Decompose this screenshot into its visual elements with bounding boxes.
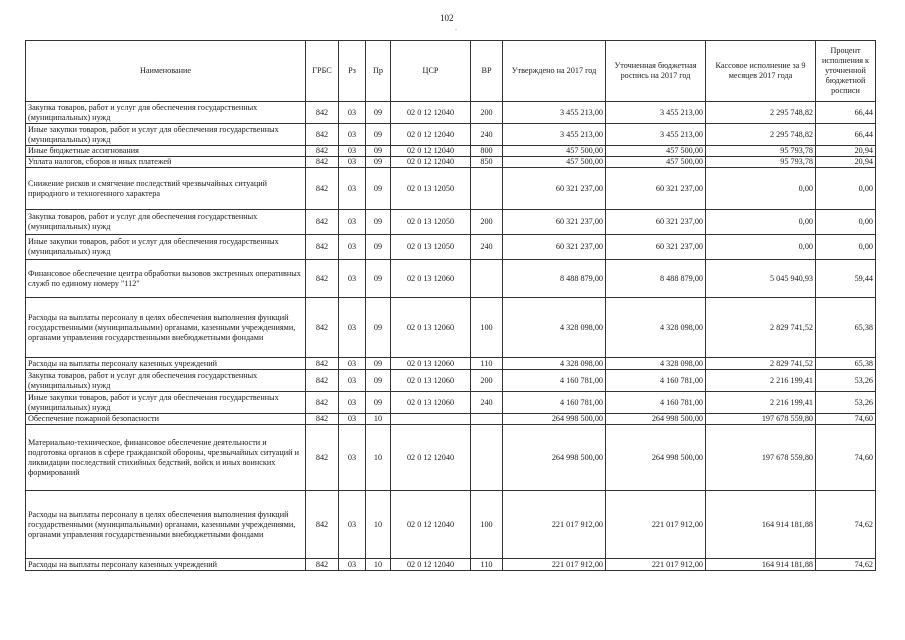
cell-percent: 74,60 [816, 425, 876, 491]
cell-vr: 110 [471, 559, 503, 571]
table-row [26, 491, 876, 559]
cell-grbs: 842 [306, 414, 339, 425]
cell-approved: 457 500,00 [503, 157, 606, 168]
cell-cash: 2 216 199,41 [706, 392, 816, 414]
cell-percent: 74,62 [816, 491, 876, 559]
table-row [26, 260, 876, 298]
cell-approved: 3 455 213,00 [503, 102, 606, 124]
cell-percent: 53,26 [816, 370, 876, 392]
cell-vr: 100 [471, 298, 503, 358]
table-row [26, 102, 876, 124]
col-header-name: Наименование [26, 41, 306, 102]
cell-percent: 66,44 [816, 124, 876, 146]
cell-refined: 4 160 781,00 [606, 370, 706, 392]
cell-csr: 02 0 13 12050 [391, 210, 471, 235]
cell-csr: 02 0 13 12050 [391, 168, 471, 210]
cell-percent: 0,00 [816, 235, 876, 260]
cell-grbs: 842 [306, 157, 339, 168]
cell-grbs: 842 [306, 235, 339, 260]
cell-approved: 60 321 237,00 [503, 210, 606, 235]
cell-name: Закупка товаров, работ и услуг для обеспечения государственных (муниципальных) нужд [26, 370, 306, 392]
cell-pr: 09 [366, 168, 391, 210]
cell-grbs: 842 [306, 102, 339, 124]
cell-refined: 60 321 237,00 [606, 210, 706, 235]
cell-rz: 03 [339, 168, 366, 210]
cell-rz: 03 [339, 102, 366, 124]
cell-pr: 09 [366, 124, 391, 146]
cell-cash: 164 914 181,88 [706, 491, 816, 559]
table-row [26, 298, 876, 358]
cell-pr: 10 [366, 414, 391, 425]
cell-cash: 0,00 [706, 235, 816, 260]
cell-csr: 02 0 13 12060 [391, 358, 471, 370]
table-row [26, 168, 876, 210]
cell-csr: 02 0 12 12040 [391, 425, 471, 491]
cell-grbs: 842 [306, 168, 339, 210]
cell-name: Иные закупки товаров, работ и услуг для обеспечения государственных (муниципальных) нужд [26, 124, 306, 146]
cell-rz: 03 [339, 157, 366, 168]
cell-vr: 200 [471, 102, 503, 124]
table-row [26, 559, 876, 571]
cell-csr: 02 0 12 12040 [391, 491, 471, 559]
cell-percent: 74,62 [816, 559, 876, 571]
cell-vr: 850 [471, 157, 503, 168]
budget-table [25, 40, 876, 571]
table-row [26, 425, 876, 491]
table-row [26, 358, 876, 370]
cell-cash: 95 793,78 [706, 157, 816, 168]
col-header-approved: Утверждено на 2017 год [503, 41, 606, 102]
cell-percent: 59,44 [816, 260, 876, 298]
table-body [26, 102, 876, 571]
cell-pr: 10 [366, 491, 391, 559]
col-header-refined: Уточненная бюджетная роспись на 2017 год [606, 41, 706, 102]
table-row [26, 414, 876, 425]
table-row [26, 392, 876, 414]
cell-name: Материально-техническое, финансовое обеспечение деятельности и подготовка органов в сфере гражданской обороны, чрезвычайных ситуаций и ликвидации последствий стихийных бедствий, войск и иных воинских формирований [26, 425, 306, 491]
cell-grbs: 842 [306, 559, 339, 571]
cell-rz: 03 [339, 491, 366, 559]
cell-approved: 264 998 500,00 [503, 414, 606, 425]
cell-csr: 02 0 12 12040 [391, 124, 471, 146]
cell-rz: 03 [339, 370, 366, 392]
cell-vr [471, 414, 503, 425]
cell-percent: 0,00 [816, 168, 876, 210]
cell-percent: 66,44 [816, 102, 876, 124]
cell-vr: 100 [471, 491, 503, 559]
cell-grbs: 842 [306, 146, 339, 157]
cell-refined: 8 488 879,00 [606, 260, 706, 298]
cell-pr: 09 [366, 235, 391, 260]
cell-percent: 20,94 [816, 157, 876, 168]
cell-refined: 4 328 098,00 [606, 358, 706, 370]
col-header-vr: ВР [471, 41, 503, 102]
cell-grbs: 842 [306, 425, 339, 491]
cell-vr [471, 425, 503, 491]
cell-csr: 02 0 13 12060 [391, 260, 471, 298]
cell-pr: 09 [366, 260, 391, 298]
cell-name: Расходы на выплаты персоналу в целях обеспечения выполнения функций государственными (муниципальными) органами, казенными учреждениями, органами управления государственными внебюджетными фондами [26, 298, 306, 358]
cell-approved: 60 321 237,00 [503, 235, 606, 260]
cell-rz: 03 [339, 414, 366, 425]
cell-grbs: 842 [306, 124, 339, 146]
cell-csr: 02 0 13 12050 [391, 235, 471, 260]
table-row [26, 146, 876, 157]
cell-rz: 03 [339, 235, 366, 260]
cell-refined: 457 500,00 [606, 146, 706, 157]
cell-csr: 02 0 12 12040 [391, 157, 471, 168]
cell-cash: 2 295 748,82 [706, 102, 816, 124]
cell-rz: 03 [339, 124, 366, 146]
cell-approved: 457 500,00 [503, 146, 606, 157]
page-mark: - [455, 27, 457, 33]
cell-refined: 60 321 237,00 [606, 168, 706, 210]
cell-approved: 221 017 912,00 [503, 559, 606, 571]
cell-rz: 03 [339, 298, 366, 358]
cell-vr: 200 [471, 210, 503, 235]
cell-csr: 02 0 12 12040 [391, 146, 471, 157]
cell-percent: 74,60 [816, 414, 876, 425]
cell-cash: 2 829 741,52 [706, 298, 816, 358]
table-row [26, 235, 876, 260]
cell-rz: 03 [339, 425, 366, 491]
cell-csr: 02 0 13 12060 [391, 392, 471, 414]
col-header-rz: Рз [339, 41, 366, 102]
cell-csr: 02 0 13 12060 [391, 298, 471, 358]
cell-pr: 10 [366, 559, 391, 571]
cell-refined: 60 321 237,00 [606, 235, 706, 260]
cell-csr: 02 0 12 12040 [391, 102, 471, 124]
cell-refined: 3 455 213,00 [606, 102, 706, 124]
cell-cash: 164 914 181,88 [706, 559, 816, 571]
cell-cash: 0,00 [706, 168, 816, 210]
cell-approved: 4 328 098,00 [503, 298, 606, 358]
cell-name: Иные бюджетные ассигнования [26, 146, 306, 157]
col-header-percent: Процент исполнения к уточненной бюджетной росписи [816, 41, 876, 102]
cell-vr: 200 [471, 370, 503, 392]
cell-grbs: 842 [306, 392, 339, 414]
cell-name: Финансовое обеспечение центра обработки вызовов экстренных оперативных служб по единому номеру "112" [26, 260, 306, 298]
cell-pr: 09 [366, 358, 391, 370]
cell-refined: 264 998 500,00 [606, 414, 706, 425]
cell-percent: 65,38 [816, 298, 876, 358]
cell-approved: 264 998 500,00 [503, 425, 606, 491]
cell-rz: 03 [339, 559, 366, 571]
cell-rz: 03 [339, 260, 366, 298]
cell-approved: 8 488 879,00 [503, 260, 606, 298]
cell-refined: 457 500,00 [606, 157, 706, 168]
cell-cash: 2 216 199,41 [706, 370, 816, 392]
cell-grbs: 842 [306, 358, 339, 370]
cell-approved: 60 321 237,00 [503, 168, 606, 210]
cell-pr: 09 [366, 146, 391, 157]
cell-refined: 3 455 213,00 [606, 124, 706, 146]
cell-pr: 10 [366, 425, 391, 491]
cell-csr [391, 414, 471, 425]
table-row [26, 370, 876, 392]
page-number: 102 [440, 13, 454, 23]
cell-vr: 240 [471, 235, 503, 260]
cell-percent: 53,26 [816, 392, 876, 414]
cell-name: Иные закупки товаров, работ и услуг для обеспечения государственных (муниципальных) нужд [26, 235, 306, 260]
cell-percent: 0,00 [816, 210, 876, 235]
cell-name: Обеспечение пожарной безопасности [26, 414, 306, 425]
col-header-csr: ЦСР [391, 41, 471, 102]
cell-refined: 264 998 500,00 [606, 425, 706, 491]
cell-pr: 09 [366, 370, 391, 392]
cell-name: Уплата налогов, сборов и иных платежей [26, 157, 306, 168]
col-header-pr: Пр [366, 41, 391, 102]
col-header-cash: Кассовое исполнение за 9 месяцев 2017 года [706, 41, 816, 102]
cell-pr: 09 [366, 298, 391, 358]
cell-vr [471, 260, 503, 298]
cell-approved: 4 160 781,00 [503, 392, 606, 414]
cell-cash: 197 678 559,80 [706, 425, 816, 491]
cell-name: Расходы на выплаты персоналу в целях обеспечения выполнения функций государственными (муниципальными) органами, казенными учреждениями, органами управления государственными внебюджетными фондами [26, 491, 306, 559]
cell-csr: 02 0 13 12060 [391, 370, 471, 392]
cell-rz: 03 [339, 392, 366, 414]
table-row [26, 157, 876, 168]
table-row [26, 124, 876, 146]
cell-grbs: 842 [306, 260, 339, 298]
cell-approved: 3 455 213,00 [503, 124, 606, 146]
cell-refined: 4 160 781,00 [606, 392, 706, 414]
cell-vr: 110 [471, 358, 503, 370]
cell-grbs: 842 [306, 370, 339, 392]
cell-grbs: 842 [306, 210, 339, 235]
cell-vr: 240 [471, 124, 503, 146]
cell-pr: 09 [366, 102, 391, 124]
cell-vr: 800 [471, 146, 503, 157]
cell-cash: 2 295 748,82 [706, 124, 816, 146]
cell-percent: 65,38 [816, 358, 876, 370]
cell-csr: 02 0 12 12040 [391, 559, 471, 571]
cell-cash: 5 045 940,93 [706, 260, 816, 298]
cell-cash: 2 829 741,52 [706, 358, 816, 370]
cell-name: Расходы на выплаты персоналу казенных учреждений [26, 358, 306, 370]
cell-grbs: 842 [306, 491, 339, 559]
cell-vr: 240 [471, 392, 503, 414]
table-row [26, 210, 876, 235]
cell-name: Закупка товаров, работ и услуг для обеспечения государственных (муниципальных) нужд [26, 102, 306, 124]
cell-cash: 0,00 [706, 210, 816, 235]
cell-cash: 197 678 559,80 [706, 414, 816, 425]
cell-approved: 4 160 781,00 [503, 370, 606, 392]
cell-refined: 221 017 912,00 [606, 559, 706, 571]
cell-pr: 09 [366, 157, 391, 168]
cell-rz: 03 [339, 358, 366, 370]
cell-pr: 09 [366, 210, 391, 235]
cell-vr [471, 168, 503, 210]
cell-refined: 4 328 098,00 [606, 298, 706, 358]
cell-rz: 03 [339, 210, 366, 235]
table-header-row [26, 41, 876, 102]
cell-approved: 221 017 912,00 [503, 491, 606, 559]
cell-percent: 20,94 [816, 146, 876, 157]
col-header-grbs: ГРБС [306, 41, 339, 102]
cell-approved: 4 328 098,00 [503, 358, 606, 370]
cell-refined: 221 017 912,00 [606, 491, 706, 559]
cell-grbs: 842 [306, 298, 339, 358]
cell-name: Расходы на выплаты персоналу казенных учреждений [26, 559, 306, 571]
cell-name: Иные закупки товаров, работ и услуг для обеспечения государственных (муниципальных) нужд [26, 392, 306, 414]
cell-name: Закупка товаров, работ и услуг для обеспечения государственных (муниципальных) нужд [26, 210, 306, 235]
cell-cash: 95 793,78 [706, 146, 816, 157]
cell-rz: 03 [339, 146, 366, 157]
cell-pr: 09 [366, 392, 391, 414]
cell-name: Снижение рисков и смягчение последствий чрезвычайных ситуаций природного и техногенного характера [26, 168, 306, 210]
